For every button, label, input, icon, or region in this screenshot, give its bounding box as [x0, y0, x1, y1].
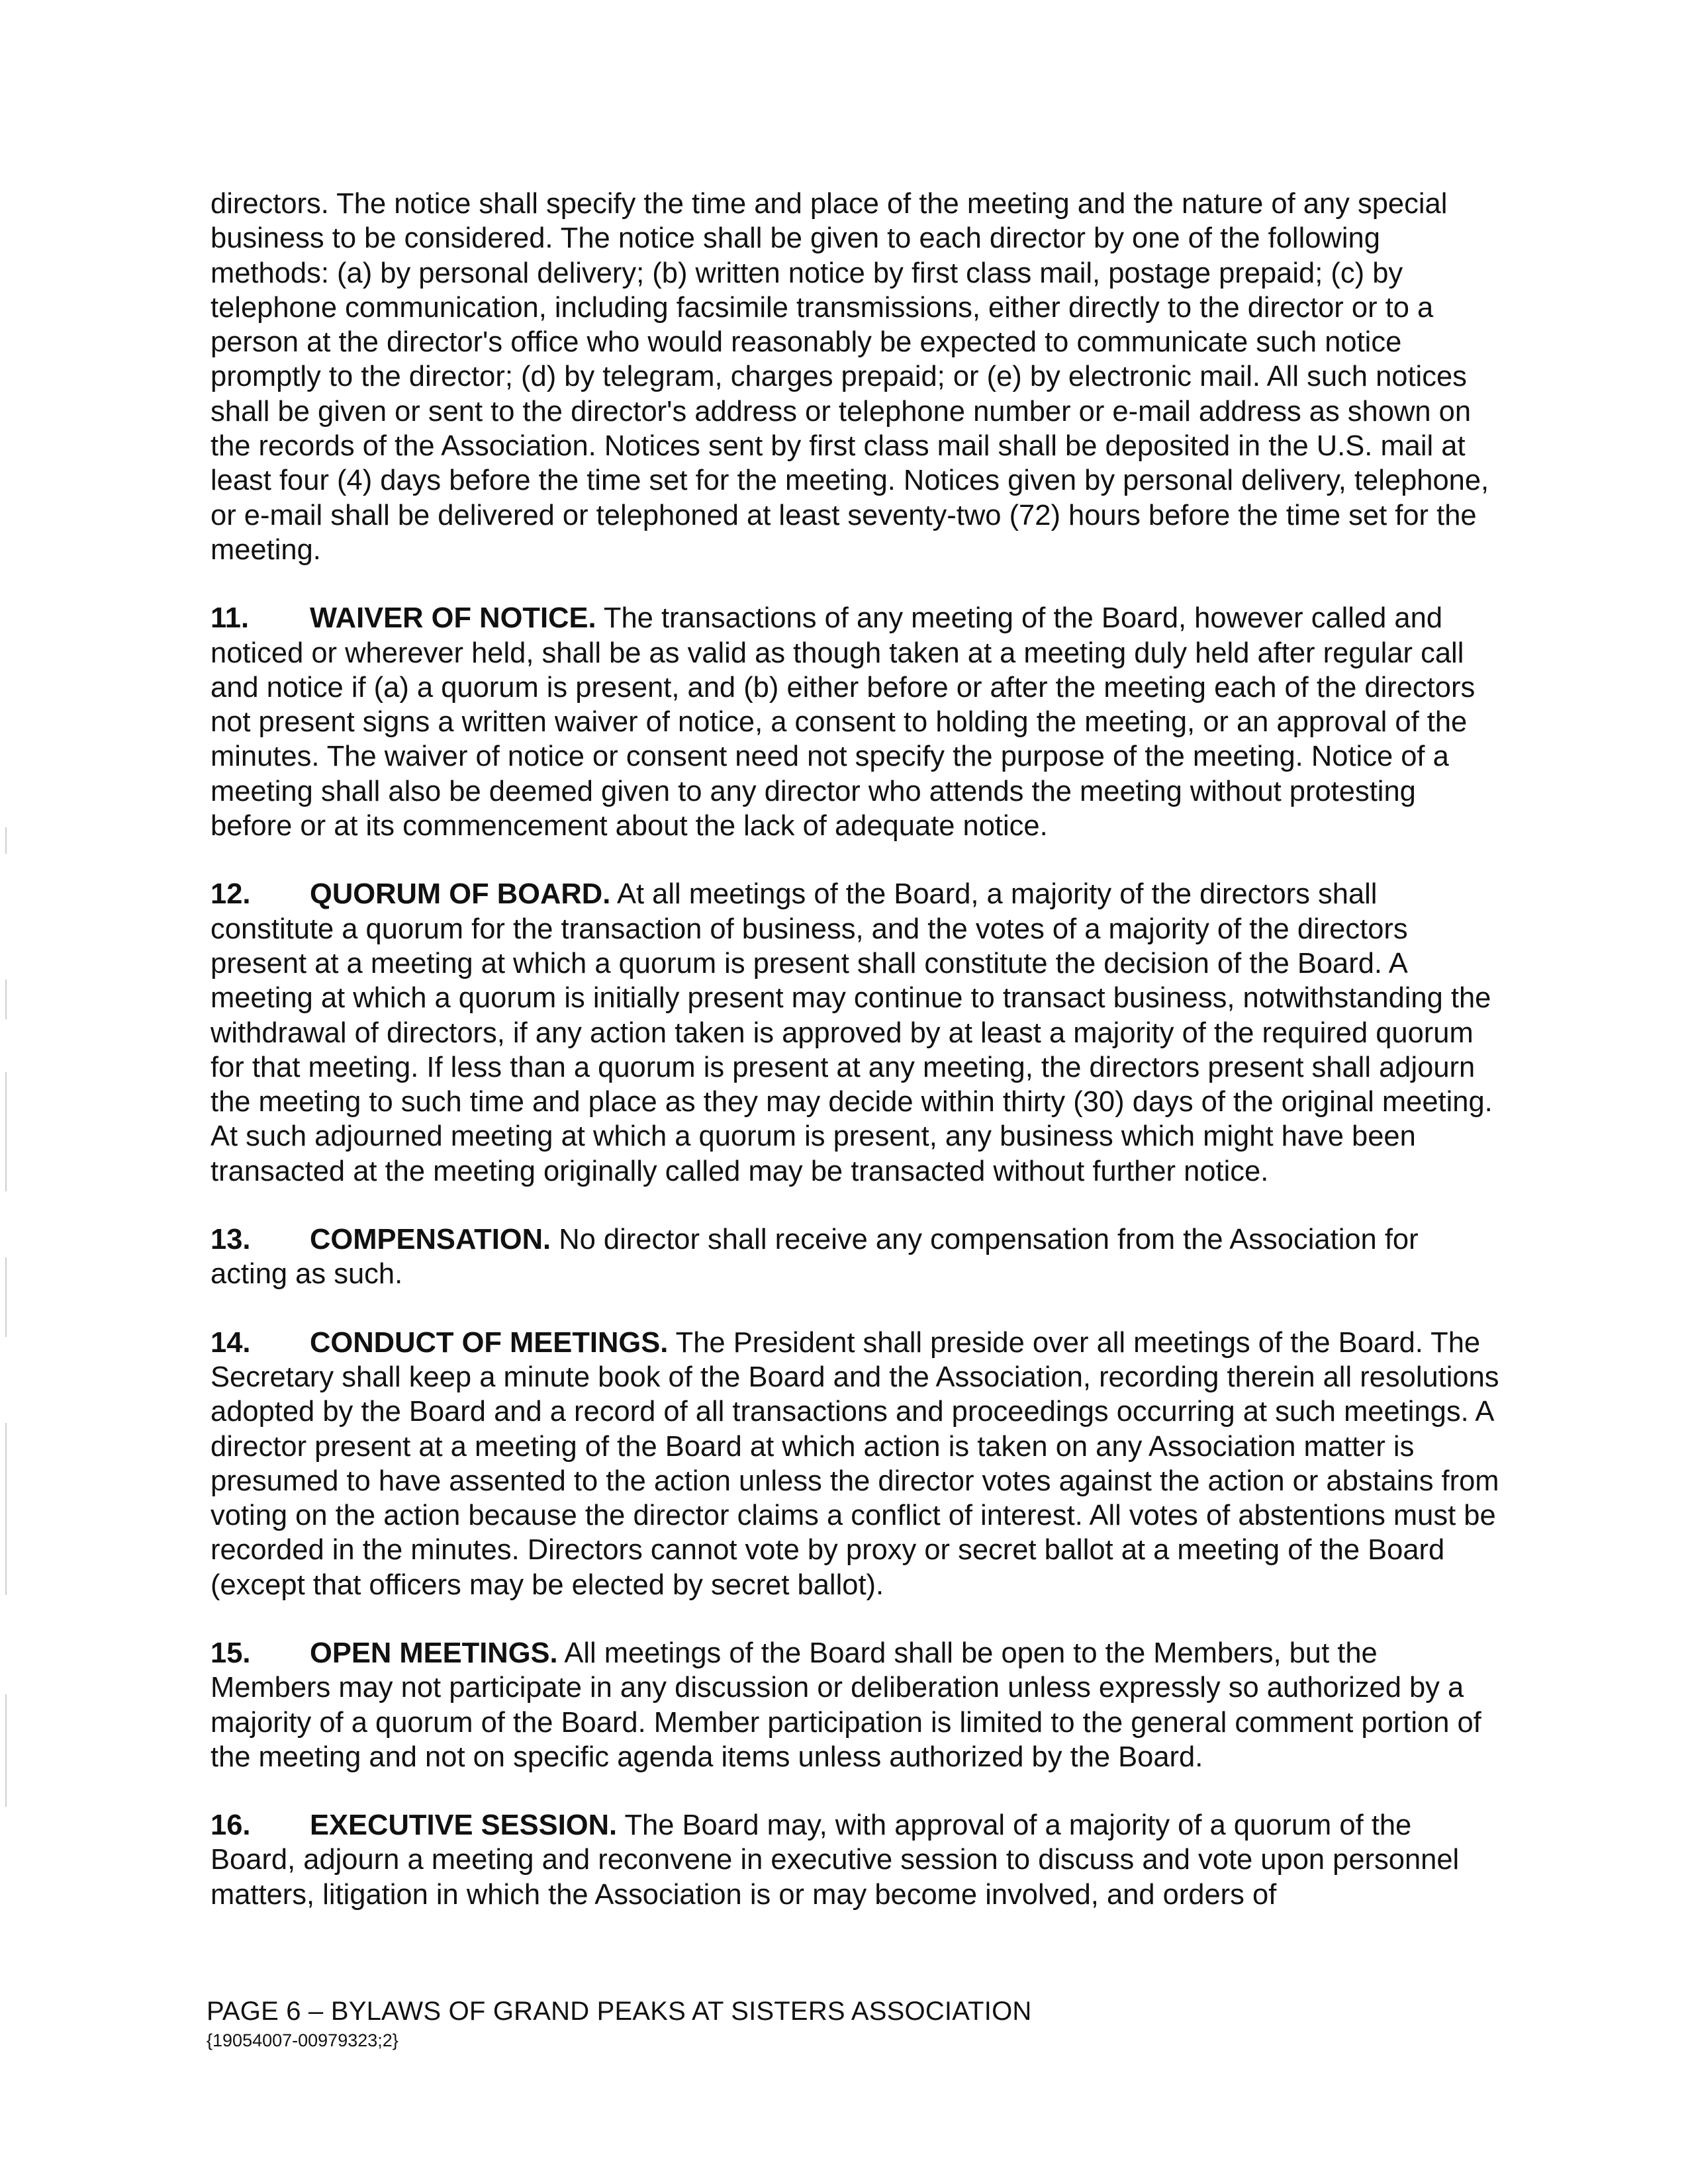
- section-text: All meetings of the Board shall be open to the Members, but the Members may not participate in any discussion or deliberation unless expressly so authorized by a majority of a quorum of the Board. Member participation is limited to the general comment portion of the meeting and not on specific agenda items unless authorized by the Board.: [211, 1637, 1481, 1773]
- section-text: The President shall preside over all meetings of the Board. The Secretary shall keep a minute book of the Board and the Association, recording therein all resolutions adopted by the Board and a record of all transactions and proceedings occurring at such meetings. A director present at a meeting of the Board at which action is taken on any Association matter is presumed to have assented to the action unless the director votes against the action or abstains from voting on the action because the director claims a conflict of interest. All votes of abstentions must be recorded in the minutes. Directors cannot vote by proxy or secret ballot at a meeting of the Board (except that officers may be elected by secret ballot).: [211, 1326, 1499, 1601]
- section-text: The transactions of any meeting of the Board, however called and noticed or wherever held, shall be as valid as though taken at a meeting duly held after regular call and notice if (a) a quorum is present, and (b) either before or after the meeting each of the directors not present signs a written waiver of notice, a consent to holding the meeting, or an approval of the minutes. The waiver of notice or consent need not specify the purpose of the meeting. Notice of a meeting shall also be deemed given to any director who attends the meeting without protesting before or at its commencement about the lack of adequate notice.: [211, 602, 1476, 842]
- document-body: [211, 187, 1501, 1946]
- document-id-code: {19054007-00979323;2}: [207, 2030, 399, 2050]
- page-footer-title: PAGE 6 – BYLAWS OF GRAND PEAKS AT SISTERS ASSOCIATION: [207, 1997, 1032, 2026]
- section-16-executive-session: [211, 1808, 1501, 1912]
- section-heading: CONDUCT OF MEETINGS.: [310, 1326, 669, 1359]
- section-heading: COMPENSATION.: [310, 1224, 551, 1256]
- section-number: 11.: [211, 602, 250, 635]
- section-heading: QUORUM OF BOARD.: [310, 878, 611, 911]
- section-text: The Board may, with approval of a majority of a quorum of the Board, adjourn a meeting and reconvene in executive session to discuss and vote upon personnel matters, litigation in which the Association is or may become involved, and orders of: [211, 1809, 1460, 1911]
- section-heading: EXECUTIVE SESSION.: [310, 1809, 618, 1842]
- section-12-quorum-of-board: [211, 877, 1501, 1189]
- scan-edge-mark: [5, 1694, 7, 1807]
- section-11-waiver-of-notice: [211, 601, 1501, 843]
- scan-edge-mark: [5, 1072, 7, 1191]
- continued-paragraph: directors. The notice shall specify the time and place of the meeting and the nature of any special business to be considered. The notice shall be given to each director by one of the following methods: (a) by personal delivery; (b) written notice by first class mail, postage prepaid; (c) by telephone communication, including facsimile transmissions, either directly to the director or to a person at the director's office who would reasonably be expected to communicate such notice promptly to the director; (d) by telegram, charges prepaid; or (e) by electronic mail. All such notices shall be given or sent to the director's address or telephone number or e-mail address as shown on the records of the Association. Notices sent by first class mail shall be deposited in the U.S. mail at least four (4) days before the time set for the meeting. Notices given by personal delivery, telephone, or e-mail shall be delivered or telephoned at least seventy-two (72) hours before the time set for the meeting.: [211, 188, 1489, 566]
- section-14-conduct-of-meetings: [211, 1326, 1501, 1602]
- section-number: 12.: [211, 878, 251, 911]
- section-text: No director shall receive any compensation from the Association for acting as such.: [211, 1224, 1419, 1291]
- section-text: At all meetings of the Board, a majority of the directors shall constitute a quorum for the transaction of business, and the votes of a majority of the directors present at a meeting at which a quorum is present shall constitute the decision of the Board. A meeting at which a quorum is initially present may continue to transact business, notwithstanding the withdrawal of directors, if any action taken is approved by at least a majority of the required quorum for that meeting. If less than a quorum is present at any meeting, the directors present shall adjourn the meeting to such time and place as they may decide within thirty (30) days of the original meeting. At such adjourned meeting at which a quorum is present, any business which might have been transacted at the meeting originally called may be transacted without further notice.: [211, 878, 1493, 1187]
- section-heading: WAIVER OF NOTICE.: [310, 602, 596, 635]
- section-number: 16.: [211, 1809, 251, 1842]
- scan-edge-mark: [5, 827, 7, 854]
- section-number: 15.: [211, 1637, 251, 1669]
- scan-edge-mark: [5, 979, 7, 1019]
- section-13-compensation: [211, 1222, 1501, 1292]
- scan-edge-mark: [5, 1257, 7, 1337]
- scan-edge-mark: [5, 1423, 7, 1595]
- section-number: 13.: [211, 1224, 251, 1256]
- section-15-open-meetings: [211, 1636, 1501, 1774]
- section-heading: OPEN MEETINGS.: [310, 1637, 558, 1669]
- section-number: 14.: [211, 1326, 251, 1359]
